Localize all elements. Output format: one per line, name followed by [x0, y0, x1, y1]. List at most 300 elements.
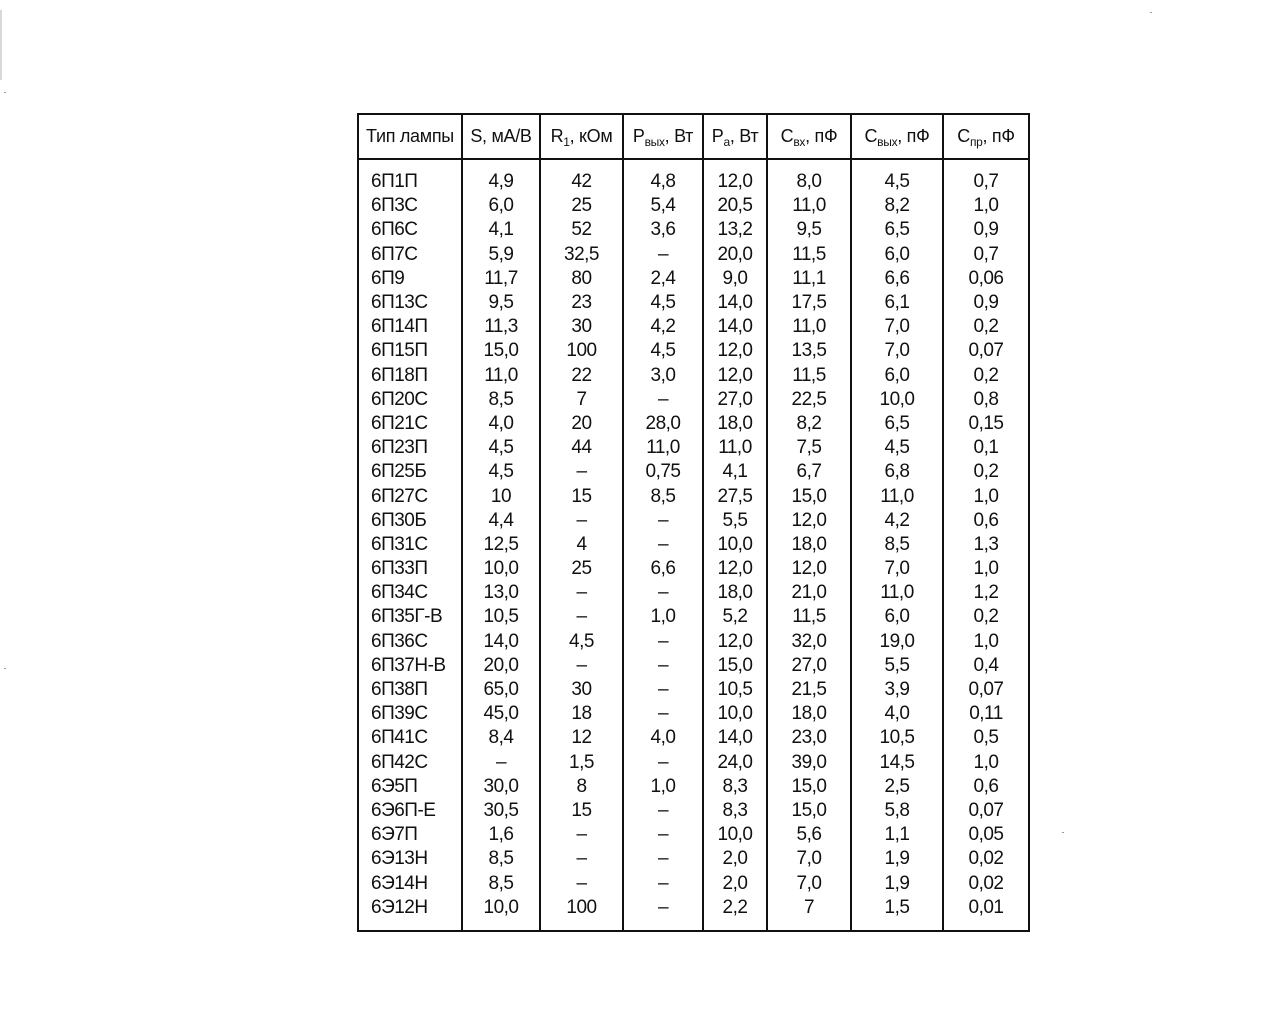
- cell-p-out: 3,6: [623, 218, 703, 242]
- cell-c-out: 6,8: [851, 460, 943, 484]
- header-subscript: вх: [793, 135, 806, 149]
- cell-c-out: 10,5: [851, 726, 943, 750]
- cell-p-out: –: [623, 823, 703, 847]
- cell-r1: 7: [540, 388, 623, 412]
- cell-c-in: 8,0: [767, 159, 851, 194]
- cell-c-out: 6,0: [851, 364, 943, 388]
- cell-s: 45,0: [462, 702, 540, 726]
- header-input-capacitance: [767, 114, 851, 159]
- cell-c-transfer: 1,2: [943, 581, 1029, 605]
- cell-c-transfer: 0,2: [943, 605, 1029, 629]
- cell-s: 4,5: [462, 436, 540, 460]
- cell-p-out: 11,0: [623, 436, 703, 460]
- cell-c-out: 6,0: [851, 243, 943, 267]
- cell-c-in: 23,0: [767, 726, 851, 750]
- cell-p-a: 8,3: [703, 799, 767, 823]
- cell-tube-type: 6П18П: [371, 364, 428, 386]
- cell-tube-type: 6Э7П: [371, 824, 418, 846]
- header-symbol: R: [550, 126, 564, 146]
- cell-c-transfer: 1,0: [943, 484, 1029, 508]
- cell-p-out: 4,2: [623, 315, 703, 339]
- cell-p-out: –: [623, 533, 703, 557]
- cell-s: 4,5: [462, 460, 540, 484]
- cell-c-in: 15,0: [767, 799, 851, 823]
- header-symbol: P: [632, 126, 645, 146]
- cell-c-out: 4,2: [851, 509, 943, 533]
- cell-c-in: 12,0: [767, 509, 851, 533]
- cell-c-out: 4,5: [851, 159, 943, 194]
- cell-p-out: –: [623, 751, 703, 775]
- cell-p-out: 28,0: [623, 412, 703, 436]
- cell-s: 15,0: [462, 339, 540, 363]
- cell-p-a: 12,0: [703, 364, 767, 388]
- cell-c-transfer: 0,07: [943, 678, 1029, 702]
- cell-p-a: 12,0: [703, 339, 767, 363]
- cell-p-a: 10,0: [703, 823, 767, 847]
- cell-s: 12,5: [462, 533, 540, 557]
- table-body: [358, 159, 1029, 931]
- cell-r1: –: [540, 509, 623, 533]
- cell-s: 5,9: [462, 243, 540, 267]
- cell-c-out: 5,5: [851, 654, 943, 678]
- cell-c-transfer: 0,02: [943, 871, 1029, 895]
- cell-p-a: 20,5: [703, 194, 767, 218]
- table-row: [358, 436, 1029, 460]
- cell-tube-type: 6П30Б: [371, 509, 427, 531]
- cell-r1: 15: [540, 799, 623, 823]
- cell-r1: 25: [540, 194, 623, 218]
- cell-c-transfer: 0,7: [943, 159, 1029, 194]
- table-row: [358, 847, 1029, 871]
- cell-c-out: 6,1: [851, 291, 943, 315]
- cell-p-a: 27,0: [703, 388, 767, 412]
- cell-r1: 30: [540, 315, 623, 339]
- cell-r1: 20: [540, 412, 623, 436]
- cell-p-out: 4,5: [623, 339, 703, 363]
- cell-c-transfer: 0,6: [943, 775, 1029, 799]
- cell-r1: 18: [540, 702, 623, 726]
- header-subscript: 1: [563, 135, 570, 149]
- cell-c-out: 2,5: [851, 775, 943, 799]
- cell-s: 11,0: [462, 364, 540, 388]
- cell-p-a: 12,0: [703, 159, 767, 194]
- cell-tube-type: 6Э6П-Е: [371, 799, 436, 821]
- cell-c-transfer: 0,1: [943, 436, 1029, 460]
- header-subscript: a: [723, 135, 730, 149]
- cell-c-in: 39,0: [767, 751, 851, 775]
- header-anode-dissipation: [703, 114, 767, 159]
- cell-tube-type: 6П36С: [371, 630, 428, 652]
- cell-tube-type: 6П1П: [371, 171, 418, 193]
- cell-c-out: 8,5: [851, 533, 943, 557]
- table-row: [358, 726, 1029, 750]
- header-unit: , пФ: [982, 126, 1015, 146]
- cell-tube-type: 6П15П: [371, 340, 428, 362]
- cell-tube-type: 6Э13Н: [371, 848, 428, 870]
- table-row: [358, 557, 1029, 581]
- header-unit: , Вт: [664, 126, 694, 146]
- cell-c-out: 1,1: [851, 823, 943, 847]
- scan-edge-mark: [0, 10, 2, 80]
- cell-p-a: 12,0: [703, 630, 767, 654]
- cell-p-a: 20,0: [703, 243, 767, 267]
- cell-p-a: 14,0: [703, 726, 767, 750]
- header-subscript: вых: [644, 135, 665, 149]
- cell-tube-type: 6Э12Н: [371, 896, 428, 918]
- cell-c-transfer: 0,9: [943, 218, 1029, 242]
- table-row: [358, 896, 1029, 931]
- cell-c-transfer: 0,5: [943, 726, 1029, 750]
- cell-p-a: 10,0: [703, 702, 767, 726]
- cell-p-a: 5,2: [703, 605, 767, 629]
- cell-c-out: 6,0: [851, 605, 943, 629]
- table-row: [358, 678, 1029, 702]
- cell-s: 30,5: [462, 799, 540, 823]
- header-output-power: [623, 114, 703, 159]
- cell-tube-type: 6П39С: [371, 703, 428, 725]
- table-row: [358, 654, 1029, 678]
- cell-c-in: 7,5: [767, 436, 851, 460]
- cell-c-transfer: 1,0: [943, 194, 1029, 218]
- table-row: [358, 267, 1029, 291]
- table-row: [358, 339, 1029, 363]
- cell-p-out: 3,0: [623, 364, 703, 388]
- header-symbol: P: [711, 126, 724, 146]
- cell-c-in: 5,6: [767, 823, 851, 847]
- table-row: [358, 243, 1029, 267]
- header-internal-resistance: [540, 114, 623, 159]
- scan-speck: [4, 92, 6, 93]
- cell-c-in: 21,5: [767, 678, 851, 702]
- cell-c-transfer: 0,07: [943, 799, 1029, 823]
- cell-p-a: 9,0: [703, 267, 767, 291]
- header-transconductance: [462, 114, 540, 159]
- cell-p-a: 4,1: [703, 460, 767, 484]
- cell-s: 8,4: [462, 726, 540, 750]
- cell-c-in: 11,0: [767, 315, 851, 339]
- cell-s: 11,3: [462, 315, 540, 339]
- cell-r1: 30: [540, 678, 623, 702]
- cell-p-out: –: [623, 702, 703, 726]
- cell-c-out: 4,0: [851, 702, 943, 726]
- cell-c-transfer: 0,15: [943, 412, 1029, 436]
- cell-s: 14,0: [462, 630, 540, 654]
- cell-c-transfer: 0,4: [943, 654, 1029, 678]
- cell-c-in: 7: [767, 896, 851, 931]
- cell-c-in: 17,5: [767, 291, 851, 315]
- table-header-row: [358, 114, 1029, 159]
- cell-c-out: 7,0: [851, 315, 943, 339]
- cell-s: 4,4: [462, 509, 540, 533]
- cell-r1: 4,5: [540, 630, 623, 654]
- cell-c-transfer: 0,7: [943, 243, 1029, 267]
- cell-c-in: 15,0: [767, 484, 851, 508]
- cell-p-a: 11,0: [703, 436, 767, 460]
- table-row: [358, 823, 1029, 847]
- header-output-capacitance: [851, 114, 943, 159]
- table-row: [358, 291, 1029, 315]
- cell-r1: 52: [540, 218, 623, 242]
- header-subscript: пр: [969, 135, 983, 149]
- cell-c-transfer: 0,05: [943, 823, 1029, 847]
- table-row: [358, 484, 1029, 508]
- cell-r1: 15: [540, 484, 623, 508]
- cell-p-out: 5,4: [623, 194, 703, 218]
- cell-s: 65,0: [462, 678, 540, 702]
- table-row: [358, 364, 1029, 388]
- header-tube-type: [358, 114, 462, 159]
- cell-tube-type: 6П7С: [371, 243, 418, 265]
- cell-c-transfer: 0,07: [943, 339, 1029, 363]
- cell-c-transfer: 1,3: [943, 533, 1029, 557]
- cell-s: 10: [462, 484, 540, 508]
- cell-p-a: 14,0: [703, 315, 767, 339]
- cell-c-in: 18,0: [767, 533, 851, 557]
- cell-c-in: 18,0: [767, 702, 851, 726]
- cell-c-in: 22,5: [767, 388, 851, 412]
- cell-tube-type: 6П41С: [371, 727, 428, 749]
- cell-p-out: –: [623, 654, 703, 678]
- cell-tube-type: 6П31С: [371, 533, 428, 555]
- cell-s: 10,5: [462, 605, 540, 629]
- cell-c-out: 1,9: [851, 871, 943, 895]
- cell-p-a: 24,0: [703, 751, 767, 775]
- cell-p-a: 2,0: [703, 871, 767, 895]
- cell-c-out: 8,2: [851, 194, 943, 218]
- cell-c-transfer: 0,6: [943, 509, 1029, 533]
- cell-r1: 42: [540, 159, 623, 194]
- cell-p-a: 10,0: [703, 533, 767, 557]
- cell-tube-type: 6Э5П: [371, 775, 418, 797]
- header-symbol: Тип лампы: [366, 126, 454, 146]
- cell-r1: 100: [540, 339, 623, 363]
- cell-tube-type: 6П42С: [371, 751, 428, 773]
- table-row: [358, 751, 1029, 775]
- cell-tube-type: 6П33П: [371, 558, 428, 580]
- cell-p-a: 13,2: [703, 218, 767, 242]
- table-row: [358, 460, 1029, 484]
- cell-p-out: 4,5: [623, 291, 703, 315]
- cell-c-out: 6,6: [851, 267, 943, 291]
- cell-r1: –: [540, 871, 623, 895]
- cell-s: 4,9: [462, 159, 540, 194]
- table-row: [358, 871, 1029, 895]
- cell-r1: 22: [540, 364, 623, 388]
- cell-tube-type: 6П21С: [371, 412, 428, 434]
- cell-s: 4,1: [462, 218, 540, 242]
- cell-tube-type: 6П14П: [371, 316, 428, 338]
- cell-s: 30,0: [462, 775, 540, 799]
- cell-r1: 1,5: [540, 751, 623, 775]
- cell-c-in: 8,2: [767, 412, 851, 436]
- cell-c-out: 1,5: [851, 896, 943, 931]
- cell-p-out: –: [623, 388, 703, 412]
- header-transfer-capacitance: [943, 114, 1029, 159]
- cell-r1: –: [540, 605, 623, 629]
- cell-tube-type: 6П6С: [371, 219, 418, 241]
- table-row: [358, 509, 1029, 533]
- cell-c-out: 7,0: [851, 557, 943, 581]
- cell-p-a: 15,0: [703, 654, 767, 678]
- table-row: [358, 581, 1029, 605]
- cell-p-out: –: [623, 847, 703, 871]
- cell-tube-type: 6Э14Н: [371, 872, 428, 894]
- cell-p-a: 2,0: [703, 847, 767, 871]
- cell-tube-type: 6П23П: [371, 437, 428, 459]
- cell-r1: 12: [540, 726, 623, 750]
- cell-r1: –: [540, 847, 623, 871]
- table-row: [358, 159, 1029, 194]
- cell-c-transfer: 0,01: [943, 896, 1029, 931]
- scan-speck: [1062, 832, 1064, 833]
- cell-c-out: 1,9: [851, 847, 943, 871]
- cell-s: 10,0: [462, 557, 540, 581]
- cell-p-out: 4,8: [623, 159, 703, 194]
- cell-p-out: 0,75: [623, 460, 703, 484]
- cell-r1: 8: [540, 775, 623, 799]
- cell-p-a: 5,5: [703, 509, 767, 533]
- cell-r1: –: [540, 823, 623, 847]
- cell-p-a: 18,0: [703, 581, 767, 605]
- cell-c-in: 13,5: [767, 339, 851, 363]
- cell-c-in: 11,5: [767, 605, 851, 629]
- cell-c-out: 4,5: [851, 436, 943, 460]
- table-row: [358, 388, 1029, 412]
- cell-c-out: 3,9: [851, 678, 943, 702]
- cell-c-in: 11,0: [767, 194, 851, 218]
- header-unit: , пФ: [897, 126, 930, 146]
- header-unit: , пФ: [805, 126, 838, 146]
- cell-c-transfer: 1,0: [943, 630, 1029, 654]
- cell-p-out: 1,0: [623, 775, 703, 799]
- cell-s: 8,5: [462, 388, 540, 412]
- cell-p-out: 6,6: [623, 557, 703, 581]
- cell-tube-type: 6П25Б: [371, 461, 427, 483]
- scan-speck: [1150, 12, 1152, 13]
- header-symbol: C: [864, 126, 878, 146]
- cell-r1: 25: [540, 557, 623, 581]
- cell-s: 9,5: [462, 291, 540, 315]
- cell-r1: –: [540, 460, 623, 484]
- table-row: [358, 702, 1029, 726]
- cell-tube-type: 6П34С: [371, 582, 428, 604]
- table-row: [358, 194, 1029, 218]
- cell-c-in: 12,0: [767, 557, 851, 581]
- cell-p-out: 4,0: [623, 726, 703, 750]
- cell-p-out: –: [623, 799, 703, 823]
- cell-tube-type: 6П37Н-В: [371, 654, 446, 676]
- cell-c-in: 15,0: [767, 775, 851, 799]
- cell-c-transfer: 0,06: [943, 267, 1029, 291]
- cell-tube-type: 6П35Г-В: [371, 606, 443, 628]
- cell-p-out: 1,0: [623, 605, 703, 629]
- cell-r1: 80: [540, 267, 623, 291]
- cell-c-out: 14,5: [851, 751, 943, 775]
- table-row: [358, 630, 1029, 654]
- cell-c-in: 6,7: [767, 460, 851, 484]
- cell-p-a: 2,2: [703, 896, 767, 931]
- cell-p-a: 12,0: [703, 557, 767, 581]
- header-symbol: C: [780, 126, 794, 146]
- cell-tube-type: 6П3С: [371, 195, 418, 217]
- cell-p-a: 8,3: [703, 775, 767, 799]
- cell-c-transfer: 0,9: [943, 291, 1029, 315]
- cell-c-out: 11,0: [851, 581, 943, 605]
- cell-s: 10,0: [462, 896, 540, 931]
- cell-s: 13,0: [462, 581, 540, 605]
- cell-c-transfer: 0,8: [943, 388, 1029, 412]
- cell-p-out: –: [623, 896, 703, 931]
- cell-c-out: 10,0: [851, 388, 943, 412]
- cell-p-a: 10,5: [703, 678, 767, 702]
- cell-s: 6,0: [462, 194, 540, 218]
- cell-s: 4,0: [462, 412, 540, 436]
- tube-parameters-table: [357, 113, 1030, 932]
- table-row: [358, 605, 1029, 629]
- cell-c-out: 6,5: [851, 412, 943, 436]
- cell-p-a: 14,0: [703, 291, 767, 315]
- cell-c-transfer: 0,2: [943, 364, 1029, 388]
- header-unit: , кОм: [569, 126, 613, 146]
- cell-p-out: –: [623, 871, 703, 895]
- cell-c-in: 7,0: [767, 871, 851, 895]
- cell-r1: –: [540, 581, 623, 605]
- cell-s: 8,5: [462, 871, 540, 895]
- cell-c-in: 32,0: [767, 630, 851, 654]
- cell-p-out: –: [623, 581, 703, 605]
- cell-tube-type: 6П20С: [371, 388, 428, 410]
- cell-p-a: 18,0: [703, 412, 767, 436]
- cell-c-out: 6,5: [851, 218, 943, 242]
- cell-c-in: 11,5: [767, 243, 851, 267]
- cell-c-in: 7,0: [767, 847, 851, 871]
- cell-p-out: 8,5: [623, 484, 703, 508]
- table-row: [358, 533, 1029, 557]
- cell-c-out: 19,0: [851, 630, 943, 654]
- cell-c-transfer: 0,2: [943, 315, 1029, 339]
- cell-tube-type: 6П13С: [371, 292, 428, 314]
- cell-c-in: 27,0: [767, 654, 851, 678]
- cell-s: 20,0: [462, 654, 540, 678]
- cell-r1: 4: [540, 533, 623, 557]
- cell-c-in: 11,1: [767, 267, 851, 291]
- cell-c-transfer: 0,02: [943, 847, 1029, 871]
- cell-s: 8,5: [462, 847, 540, 871]
- table-row: [358, 218, 1029, 242]
- cell-tube-type: 6П9: [371, 267, 405, 289]
- table-row: [358, 315, 1029, 339]
- cell-c-transfer: 0,11: [943, 702, 1029, 726]
- table-row: [358, 799, 1029, 823]
- cell-tube-type: 6П38П: [371, 679, 428, 701]
- cell-p-out: –: [623, 243, 703, 267]
- cell-s: 1,6: [462, 823, 540, 847]
- header-symbol: C: [957, 126, 970, 146]
- header-subscript: вых: [877, 135, 898, 149]
- cell-p-out: –: [623, 678, 703, 702]
- table-row: [358, 412, 1029, 436]
- cell-c-in: 9,5: [767, 218, 851, 242]
- cell-r1: 23: [540, 291, 623, 315]
- cell-p-out: –: [623, 630, 703, 654]
- cell-p-a: 27,5: [703, 484, 767, 508]
- cell-c-out: 11,0: [851, 484, 943, 508]
- cell-r1: 100: [540, 896, 623, 931]
- cell-r1: –: [540, 654, 623, 678]
- cell-p-out: 2,4: [623, 267, 703, 291]
- header-symbol: S, мА/В: [470, 126, 532, 146]
- cell-c-in: 21,0: [767, 581, 851, 605]
